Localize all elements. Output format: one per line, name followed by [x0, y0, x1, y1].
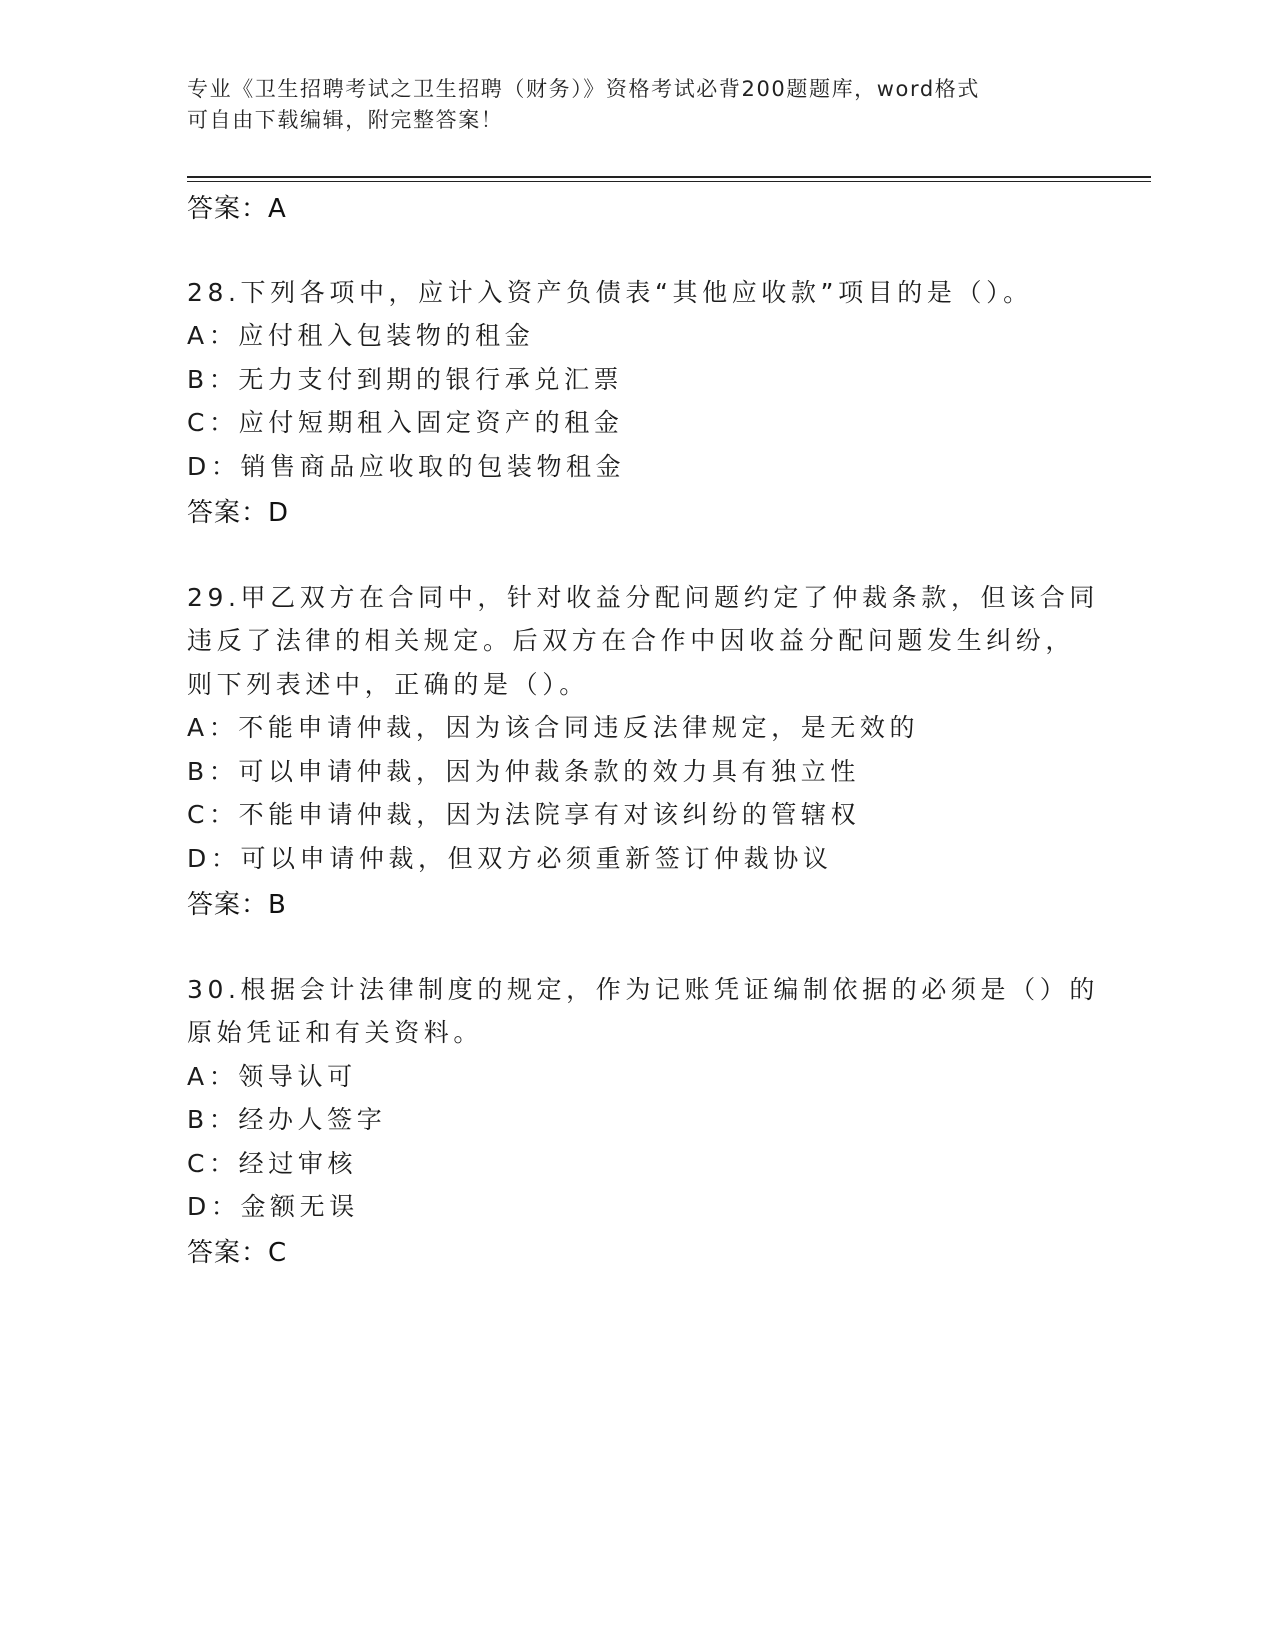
question-29-option-b: B：可以申请仲裁，因为仲裁条款的效力具有独立性 — [187, 757, 860, 786]
question-30-option-c: C：经过审核 — [187, 1149, 358, 1178]
question-28-stem-line-1: 28.下列各项中，应计入资产负债表“其他应收款”项目的是（）。 — [187, 278, 1033, 307]
question-29-option-d: D：可以申请仲裁，但双方必须重新签订仲裁协议 — [187, 844, 833, 873]
previous-answer: 答案：A — [187, 194, 287, 224]
question-29-option-c: C：不能申请仲裁，因为法院享有对该纠纷的管辖权 — [187, 800, 861, 829]
question-29-stem-line-3: 则下列表述中，正确的是（）。 — [187, 670, 589, 699]
question-30-stem-line-1: 30.根据会计法律制度的规定，作为记账凭证编制依据的必须是（）的 — [187, 975, 1099, 1004]
question-28-option-a: A：应付租入包装物的租金 — [187, 321, 535, 350]
question-29-answer: 答案：B — [187, 890, 287, 920]
question-29-stem-line-1: 29.甲乙双方在合同中，针对收益分配问题约定了仲裁条款，但该合同 — [187, 583, 1099, 612]
question-28-answer: 答案：D — [187, 498, 290, 528]
question-30-stem-line-2: 原始凭证和有关资料。 — [187, 1018, 484, 1047]
question-28-option-c: C：应付短期租入固定资产的租金 — [187, 408, 624, 437]
question-29-option-a: A：不能申请仲裁，因为该合同违反法律规定，是无效的 — [187, 713, 920, 742]
document-header — [187, 74, 1087, 136]
header-divider — [187, 176, 1151, 178]
question-28-option-b: B：无力支付到期的银行承兑汇票 — [187, 365, 624, 394]
question-30-answer: 答案：C — [187, 1238, 288, 1268]
header-divider-thin — [187, 181, 1151, 182]
question-28-option-d: D：销售商品应收取的包装物租金 — [187, 452, 626, 481]
question-30-option-a: A：领导认可 — [187, 1062, 357, 1091]
header-line-1: 专业《卫生招聘考试之卫生招聘（财务）》资格考试必背200题题库，word格式 — [187, 77, 980, 101]
question-30-option-d: D：金额无误 — [187, 1192, 359, 1221]
header-line-2: 可自由下载编辑，附完整答案！ — [187, 108, 504, 132]
question-29-stem-line-2: 违反了法律的相关规定。后双方在合作中因收益分配问题发生纠纷， — [187, 626, 1076, 655]
question-30-option-b: B：经办人签字 — [187, 1105, 387, 1134]
